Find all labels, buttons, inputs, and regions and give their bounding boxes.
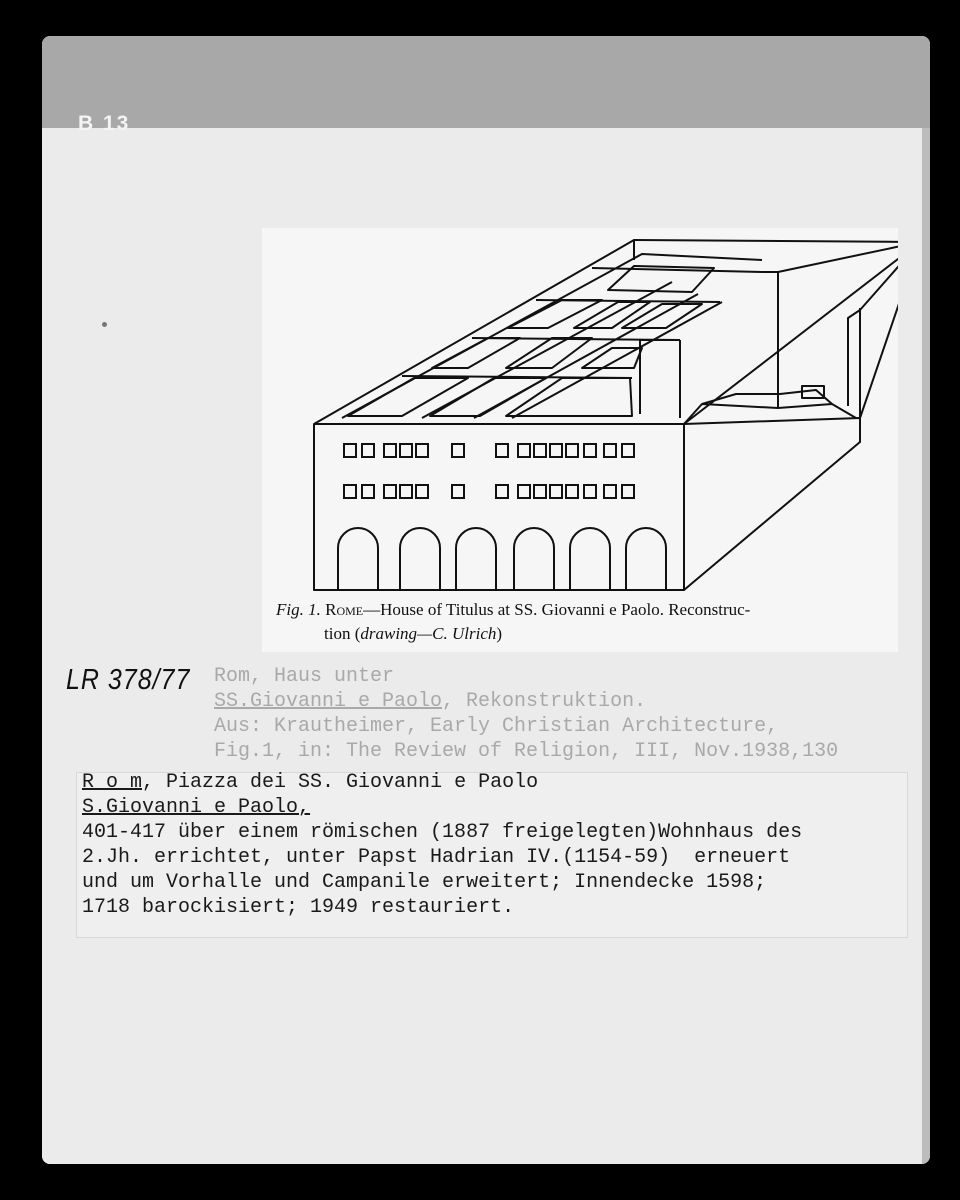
faded-line-2-title: SS.Giovanni e Paolo: [214, 690, 443, 713]
caption-place: Rome: [325, 600, 364, 619]
side-wall: [684, 418, 860, 590]
index-tab-band: [42, 36, 930, 128]
caption-end: ): [496, 624, 503, 643]
house-reconstruction-drawing: [262, 228, 898, 598]
inventory-number: LR 378/77: [66, 663, 191, 697]
caption-text-1: —House of Titulus at SS. Giovanni e Paolo. Reconstruc-: [363, 600, 751, 619]
typed-entry: [82, 770, 802, 920]
entry-text-4: 1718 barockisiert; 1949 restauriert.: [82, 896, 515, 919]
caption-text-2: tion (: [324, 624, 361, 643]
entry-place-rest: , Piazza dei SS. Giovanni e Paolo: [142, 771, 539, 794]
caption-credit: drawing—C. Ulrich: [360, 624, 497, 643]
faded-line-1: Rom, Haus unter: [214, 665, 395, 688]
entry-text-1: 401-417 über einem römischen (1887 freigelegten)Wohnhaus des: [82, 821, 803, 844]
faded-line-2-rest: , Rekonstruktion.: [442, 690, 647, 713]
window-row-lower: [344, 485, 634, 498]
entry-text-2: 2.Jh. errichtet, unter Papst Hadrian IV.(1154-59) erneuert: [82, 846, 791, 869]
window-row-upper: [344, 444, 634, 457]
card-label: B 13: [78, 112, 131, 135]
figure-clipping: [262, 228, 898, 652]
figure-caption: [276, 598, 888, 646]
arcade-arches: [338, 528, 666, 590]
front-facade: [314, 424, 684, 590]
paper-speck: [102, 322, 107, 327]
back-wall: [762, 242, 898, 418]
faded-line-3: Aus: Krautheimer, Early Christian Architecture,: [214, 715, 779, 738]
faded-source-entry: [214, 664, 838, 764]
faded-line-4: Fig.1, in: The Review of Religion, III, Nov.1938,130: [214, 740, 839, 763]
photo-card-frame: [42, 36, 930, 1164]
entry-text-3: und um Vorhalle und Campanile erweitert; Innendecke 1598;: [82, 871, 767, 894]
entry-place: R o m: [82, 771, 143, 794]
card-edge: [922, 128, 930, 1164]
caption-fig-number: Fig. 1.: [276, 600, 321, 619]
entry-church: S.Giovanni e Paolo,: [82, 796, 311, 819]
